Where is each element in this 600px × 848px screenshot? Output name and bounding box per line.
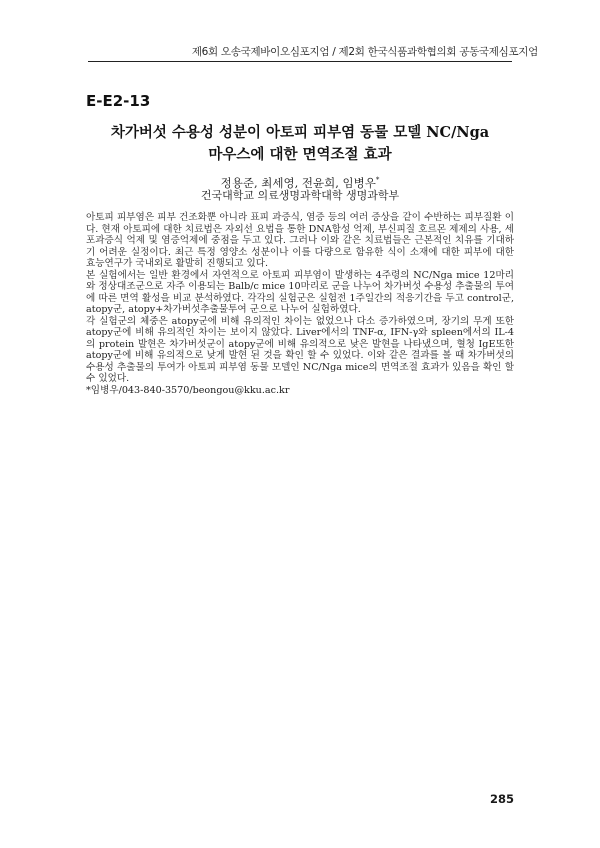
- abstract-body: [86, 212, 514, 385]
- page-number: 285: [489, 792, 514, 806]
- corresponding-author: *임병우/043-840-3570/beongou@kku.ac.kr: [86, 385, 290, 396]
- authors-text: 정용준, 최세영, 전윤희, 임병우: [220, 175, 376, 190]
- body-paragraph-3: 각 실험군의 체중은 atopy군에 비해 유의적인 차이는 없었으나 다소 증가하였으며, 장기의 무게 또한 atopy군에 비해 유의적인 차이는 보이지 않았다. Liver에서의 TNF-α, IFN-γ와 spleen에서의 IL-4의 protein 발현은 차가버섯군이 atopy군에 비해 유의적으로 낮은 발현을 나타냈으며, 혈청 IgE또한 atopy군에 비해 유의적으로 낮게 발현 된 것을 확인 할 수 있었다. 이와 같은 결과를 볼 때 차가버섯의 수용성 추출물의 투여가 아토피 피부염 동물 모델인 NC/Nga mice의 면역조절 효과가 있음을 확인 할 수 있었다.: [86, 315, 514, 384]
- title-line-1: 차가버섯 수용성 성분이 아토피 피부염 동물 모델 NC/Nga: [110, 124, 490, 141]
- abstract-id: E-E2-13: [86, 92, 151, 110]
- title-line-2: 마우스에 대한 면역조절 효과: [208, 146, 392, 163]
- paper-title: [60, 122, 540, 166]
- header-rule: [88, 61, 512, 62]
- affiliation: 건국대학교 의료생명과학대학 생명과학부: [200, 189, 400, 202]
- body-paragraph-2: 본 실험에서는 일반 환경에서 자연적으로 아토피 피부염이 발생하는 4주령의 NC/Nga mice 12마리와 정상대조군으로 자주 이용되는 Balb/c mice 10마리로 군을 나누어 차가버섯 수용성 추출물의 투여에 따른 면역 활성을 비교 분석하였다. 각각의 실험군은 실험전 1주일간의 적응기간을 두고 control군, atopy군, atopy+차가버섯추출물투여 군으로 나누어 실험하였다.: [86, 269, 514, 315]
- corresponding-mark: *: [375, 176, 380, 184]
- running-header: 제6회 오송국제바이오심포지엄 / 제2회 한국식품과학협의회 공동국제심포지엄: [191, 46, 538, 58]
- body-paragraph-1: 아토피 피부염은 피부 건조화뿐 아니라 표피 과증식, 염증 등의 여러 증상을 같이 수반하는 피부질환 이다. 현재 아토피에 대한 치료법은 자외선 요법을 통한 DNA합성 억제, 부신피질 호르몬 제제의 사용, 세포과증식 억제 및 염증억제에 중점을 두고 있다. 그러나 이와 같은 치료법들은 근본적인 치유를 기대하기 어려운 실정이다. 최근 특정 영양소 성분이나 이를 다량으로 함유한 식이 소재에 대한 피부에 대한 효능연구가 국내외로 활발히 진행되고 있다.: [86, 212, 514, 269]
